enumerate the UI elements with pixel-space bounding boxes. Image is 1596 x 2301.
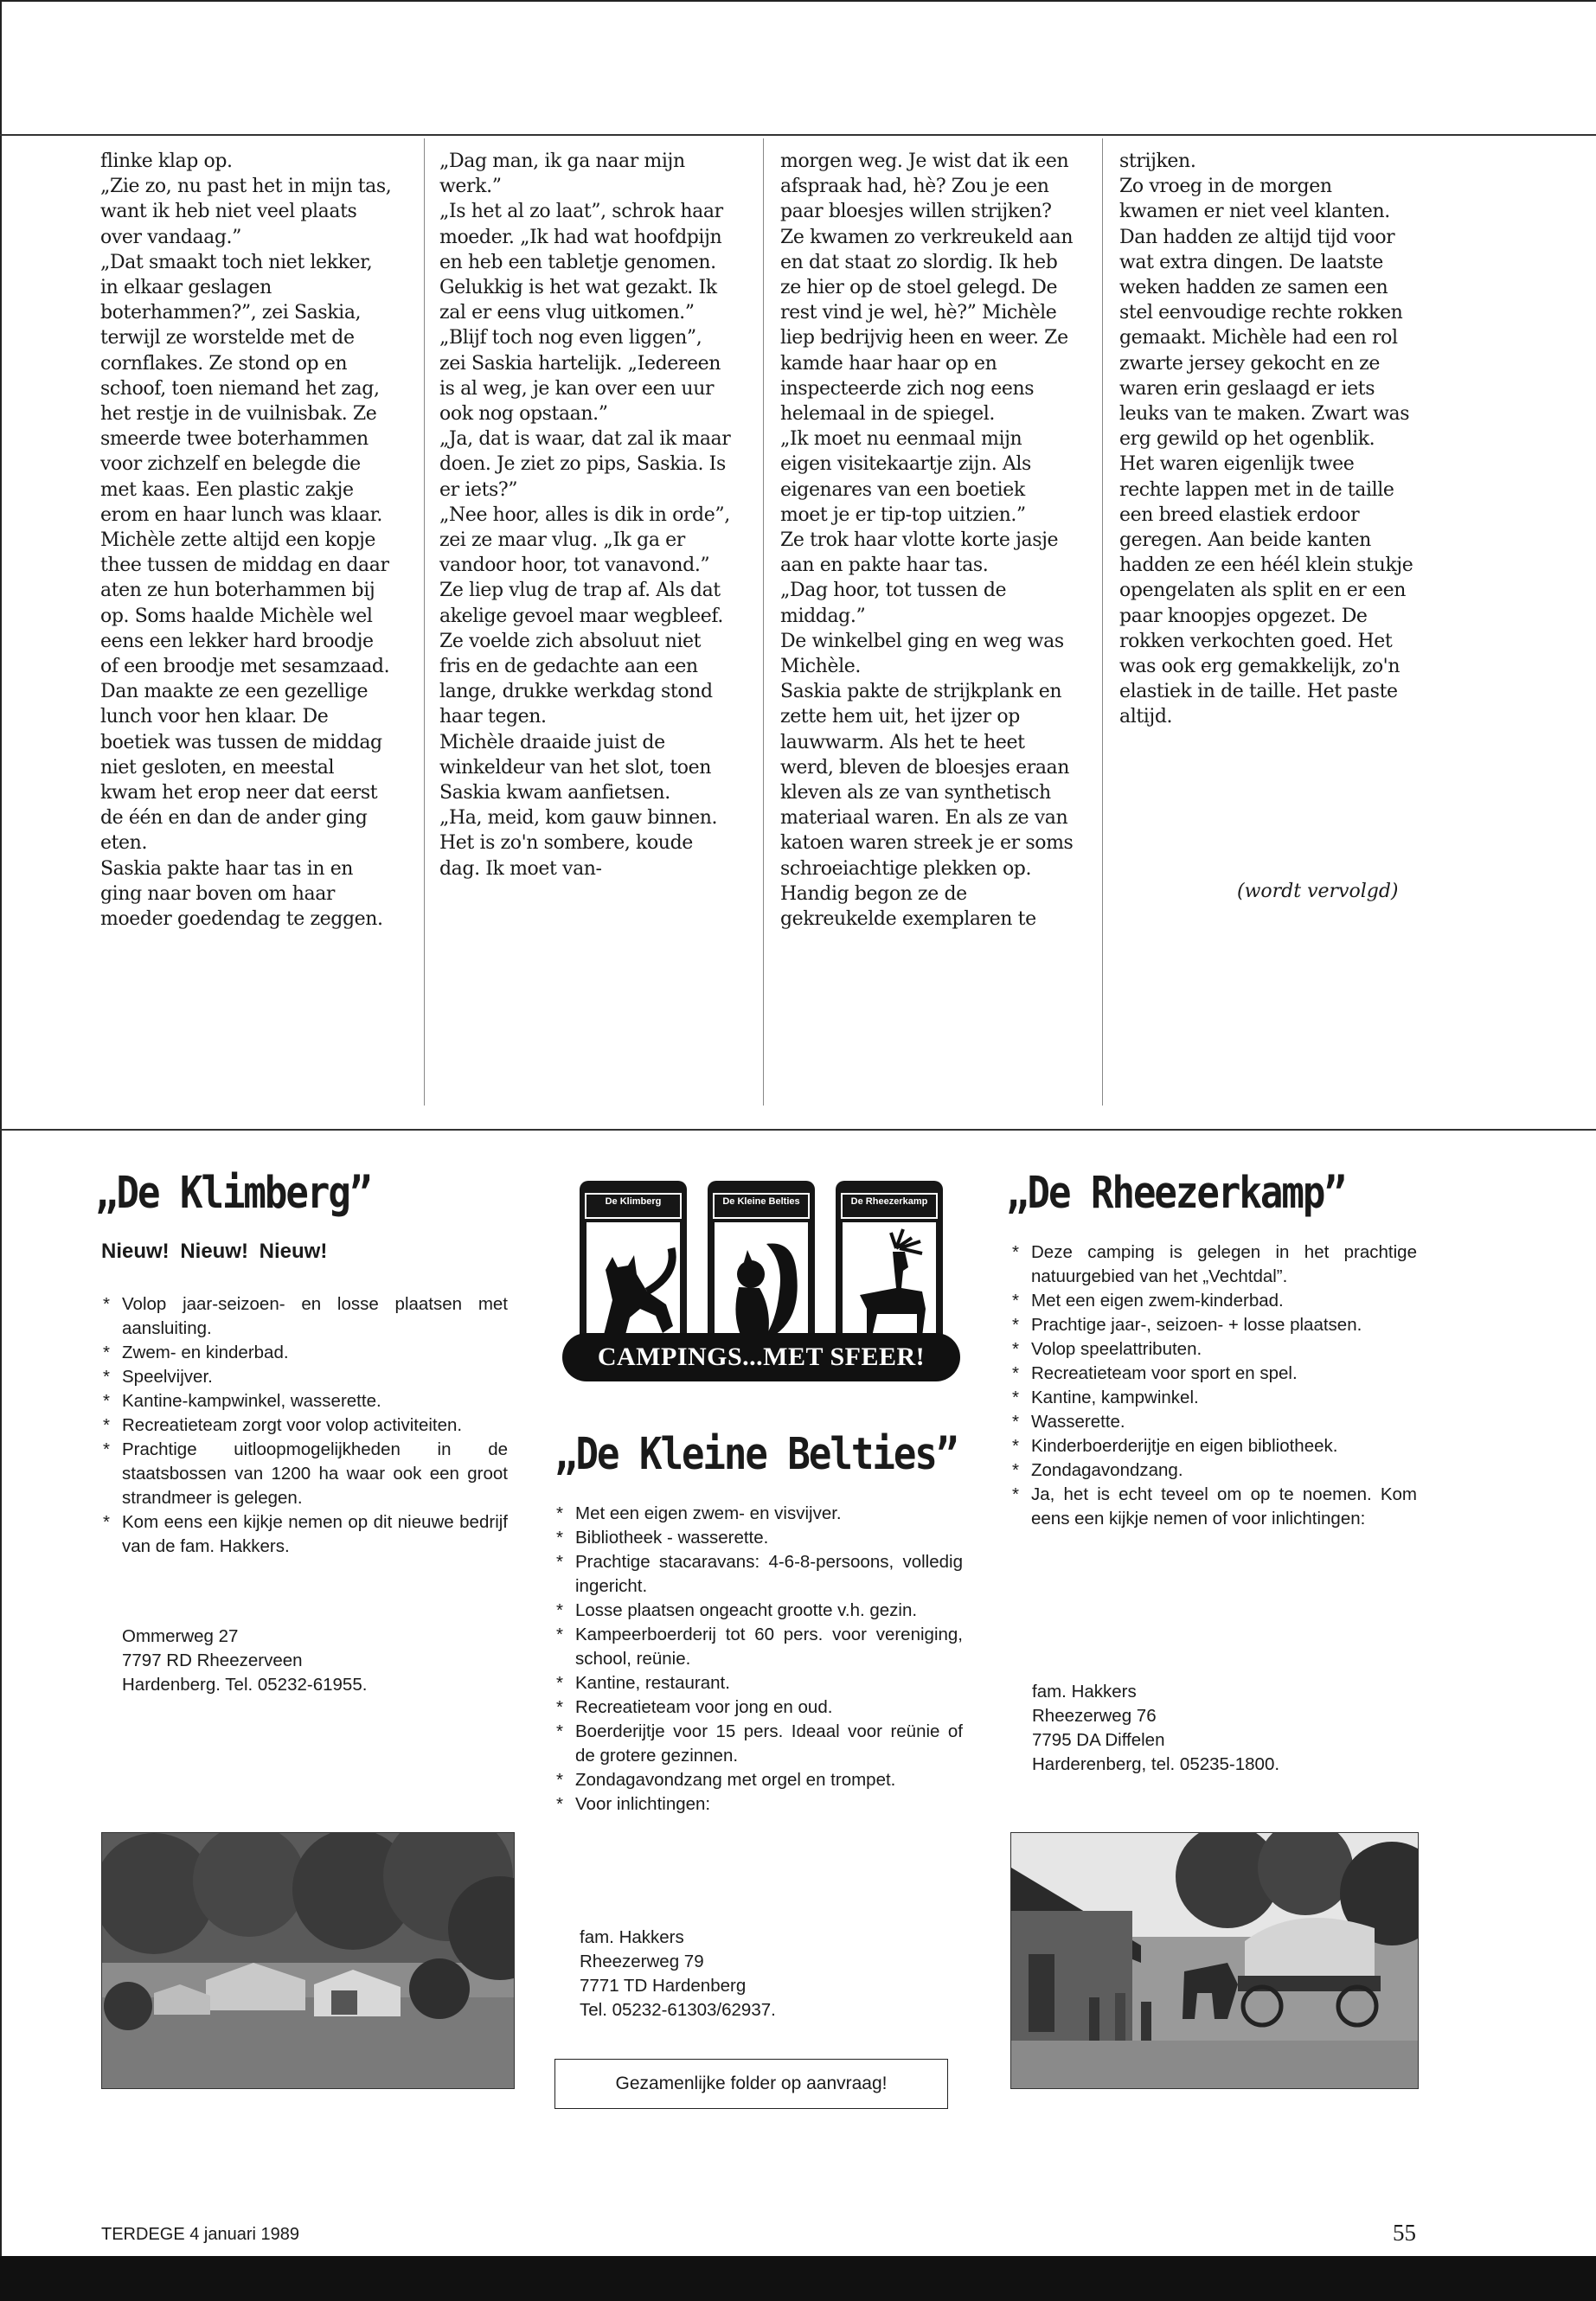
story-column-3	[780, 149, 1074, 932]
list-item: * Kinderboerderijtje en eigen bibliotheek.	[1010, 1434, 1417, 1458]
story-text-4: strijken. Zo vroeg in de morgen kwamen er niet veel klanten. Dan hadden ze altijd tijd voor wat extra dingen. De laatste weken hadden ze samen een stel eenvoudige rechte rokken gemaakt. Michèle had een rol zwarte jersey gekocht en ze waren erin geslaagd er iets leuks van te maken. Zwart was erg gewild op het ogenblik. Het waren eigenlijk twee rechte lappen met in de taille een breed elastiek erdoor geregen. Aan beide kanten hadden ze een héél klein stukje opengelaten als split en er een paar knoopjes opgezet. De rokken verkochten goed. Het was ook erg gemakkelijk, zo'n elastiek in de taille. Het paste altijd.	[1119, 151, 1413, 728]
list-item: * Kantine, kampwinkel.	[1010, 1386, 1417, 1410]
story-column-4	[1119, 149, 1413, 730]
new-label: Nieuw! Nieuw! Nieuw!	[101, 1240, 328, 1263]
list-item: * Kantine, restaurant.	[554, 1671, 963, 1695]
list-item: * Bibliotheek - wasserette.	[554, 1526, 963, 1550]
rheezerkamp-title: „De Rheezerkamp”	[1006, 1168, 1345, 1219]
list-item: * Volop jaar-seizoen- en losse plaatsen met aansluiting.	[101, 1292, 508, 1341]
list-item: * Met een eigen zwem- en visvijver.	[554, 1502, 963, 1526]
squirrel-icon	[715, 1222, 808, 1343]
campings-banner: CAMPINGS...MET SFEER!	[562, 1333, 960, 1381]
page-number: 55	[1393, 2220, 1416, 2246]
kleine-belties-features	[554, 1502, 963, 1817]
list-item: * Kantine-kampwinkel, wasserette.	[101, 1389, 508, 1413]
list-item: * Zwem- en kinderbad.	[101, 1341, 508, 1365]
continued-note: (wordt vervolgd)	[1237, 881, 1399, 902]
kleine-belties-title: „De Kleine Belties”	[554, 1429, 958, 1480]
deer-icon	[843, 1222, 936, 1343]
klimberg-features	[101, 1292, 508, 1559]
sign-label: De Kleine Belties	[713, 1193, 810, 1219]
story-rule	[0, 1129, 1596, 1131]
list-item: * Speelvijver.	[101, 1365, 508, 1389]
rheezerkamp-wagon-photo	[1010, 1832, 1419, 2089]
sign-kleine-belties	[708, 1181, 815, 1350]
klimberg-contact: Ommerweg 27 7797 RD Rheezerveen Hardenberg. Tel. 05232-61955.	[122, 1626, 368, 1695]
bottom-band	[0, 2256, 1596, 2301]
list-item: * Recreatieteam voor jong en oud.	[554, 1695, 963, 1720]
list-item: * Deze camping is gelegen in het prachtige natuurgebied van het „Vechtdal”.	[1010, 1240, 1417, 1289]
column-divider	[424, 138, 425, 1106]
list-item: * Volop speelattributen.	[1010, 1337, 1417, 1362]
list-item: * Kom eens een kijkje nemen op dit nieuwe bedrijf van de fam. Hakkers.	[101, 1510, 508, 1559]
sign-label: De Klimberg	[585, 1193, 682, 1219]
list-item: * Prachtige jaar-, seizoen- + losse plaatsen.	[1010, 1313, 1417, 1337]
sign-klimberg	[580, 1181, 687, 1350]
story-column-2	[439, 149, 734, 881]
column-divider	[763, 138, 764, 1106]
list-item: * Kampeerboerderij tot 60 pers. voor vereniging, school, reünie.	[554, 1623, 963, 1671]
list-item: * Zondagavondzang met orgel en trompet.	[554, 1768, 963, 1792]
list-item: * Prachtige uitloopmogelijkheden in de staatsbossen van 1200 ha waar ook een groot strandmeer is gelegen.	[101, 1438, 508, 1510]
story-text-3: morgen weg. Je wist dat ik een afspraak had, hè? Zou je een paar bloesjes willen strijken? Ze kwamen zo verkreukeld aan en dat staat zo slordig. Ik heb ze hier op de stoel gelegd. De rest vind je wel, hè?” Michèle liep bedrijvig heen en weer. Ze kamde haar haar op en inspecteerde zich nog eens helemaal in de spiegel. „Ik moet nu eenmaal mijn eigen visitekaartje zijn. Als eigenares van een boetiek moet je er tip-top uitzien.” Ze trok haar vlotte korte jasje aan en pakte haar tas. „Dag hoor, tot tussen de middag.” De winkelbel ging en weg was Michèle. Saskia pakte de strijkplank en zette hem uit, het ijzer op lauwwarm. Als het te heet werd, bleven de bloesjes eraan kleven als ze van synthetisch materiaal waren. En als ze van katoen waren streek je er soms schroeiachtige plekken op. Handig begon ze de gekreukelde exemplaren te	[780, 151, 1074, 931]
list-item: * Boerderijtje voor 15 pers. Ideaal voor reünie of de grotere gezinnen.	[554, 1720, 963, 1768]
rheezerkamp-contact: fam. Hakkers Rheezerweg 76 7795 DA Diffelen Harderenberg, tel. 05235-1800.	[1032, 1682, 1280, 1774]
list-item: * Zondagavondzang.	[1010, 1458, 1417, 1483]
list-item: * Recreatieteam zorgt voor volop activiteiten.	[101, 1413, 508, 1438]
column-divider	[1102, 138, 1103, 1106]
list-item: * Recreatieteam voor sport en spel.	[1010, 1362, 1417, 1386]
klimberg-title: „De Klimberg”	[95, 1168, 371, 1219]
top-rule	[0, 134, 1596, 136]
list-item: * Losse plaatsen ongeacht grootte v.h. gezin.	[554, 1599, 963, 1623]
story-text-1: flinke klap op. „Zie zo, nu past het in mijn tas, want ik heb niet veel plaats over vandaag.” „Dat smaakt toch niet lekker, in elkaar geslagen boterhammen?”, zei Saskia, terwijl ze worstelde met de cornflakes. Ze stond op en schoof, toen niemand het zag, het restje in de vuilnisbak. Ze smeerde twee boterhammen voor zichzelf en belegde die met kaas. Een plastic zakje erom en haar lunch was klaar. Michèle zette altijd een kopje thee tussen de middag en daar aten ze hun boterhammen bij op. Soms haalde Michèle wel eens een lekker hard broodje of een broodje met sesamzaad. Dan maakte ze een gezellige lunch voor hen klaar. De boetiek was tussen de middag niet gesloten, en meestal kwam het erop neer dat eerst de één en dan de ander ging eten. Saskia pakte haar tas in en ging naar boven om haar moeder goedendag te zeggen.	[100, 151, 392, 931]
story-text-2: „Dag man, ik ga naar mijn werk.” „Is het al zo laat”, schrok haar moeder. „Ik had wat hoofdpijn en heb een tabletje genomen. Gelukkig is het wat gezakt. Ik zal er eens vlug uitkomen.” „Blijf toch nog even liggen”, zei Saskia hartelijk. „Iedereen is al weg, je kan over een uur ook nog opstaan.” „Ja, dat is waar, dat zal ik maar doen. Je ziet zo pips, Saskia. Is er iets?” „Nee hoor, alles is dik in orde”, zei ze maar vlug. „Ik ga er vandoor hoor, tot vanavond.” Ze liep vlug de trap af. Als dat akelige gevoel maar wegbleef. Ze voelde zich absoluut niet fris en de gedachte aan een lange, drukke werkdag stond haar tegen. Michèle draaide juist de winkeldeur van het slot, toen Saskia kwam aanfietsen. „Ha, meid, kom gauw binnen. Het is zo'n sombere, koude dag. Ik moet van-	[439, 151, 731, 880]
klimberg-campsite-photo	[101, 1832, 515, 2089]
campings-logo	[562, 1181, 960, 1388]
list-item: * Voor inlichtingen:	[554, 1792, 963, 1817]
story-column-1	[100, 149, 394, 932]
list-item: * Met een eigen zwem-kinderbad.	[1010, 1289, 1417, 1313]
fox-icon	[586, 1222, 680, 1343]
publication-footer: TERDEGE 4 januari 1989	[101, 2225, 300, 2244]
list-item: * Ja, het is echt teveel om op te noemen. Kom eens een kijkje nemen of voor inlichtingen:	[1010, 1483, 1417, 1531]
list-item: * Wasserette.	[1010, 1410, 1417, 1434]
rheezerkamp-features	[1010, 1240, 1417, 1531]
list-item: * Prachtige stacaravans: 4-6-8-persoons, volledig ingericht.	[554, 1550, 963, 1599]
folder-notice: Gezamenlijke folder op aanvraag!	[554, 2059, 948, 2109]
kleine-belties-contact: fam. Hakkers Rheezerweg 79 7771 TD Hardenberg Tel. 05232-61303/62937.	[580, 1927, 776, 2020]
sign-label: De Rheezerkamp	[841, 1193, 938, 1219]
sign-rheezerkamp	[836, 1181, 943, 1350]
